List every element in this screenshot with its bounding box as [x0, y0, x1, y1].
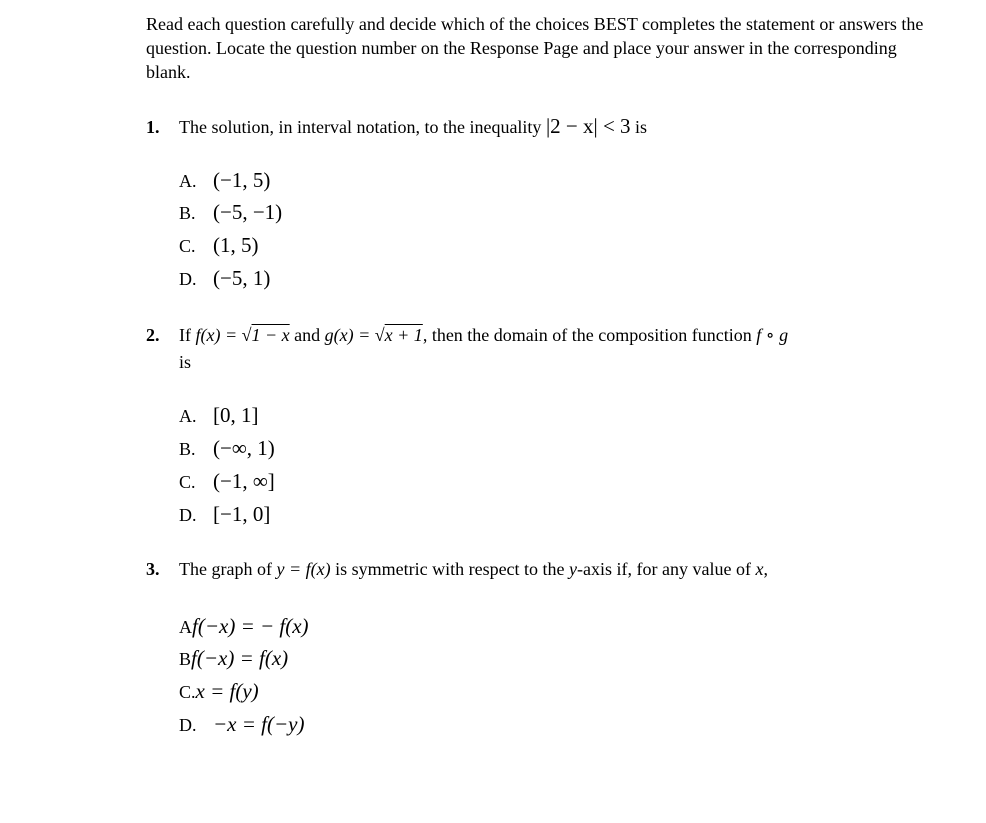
question-1 — [146, 114, 647, 139]
option-letter: B. — [179, 203, 196, 223]
function-g: g(x) = √ — [324, 325, 385, 345]
option-text: −x = f(−y) — [213, 712, 305, 736]
question-number: 2. — [146, 325, 160, 345]
option-a — [179, 614, 309, 639]
option-letter: D. — [179, 269, 197, 289]
option-c — [179, 233, 259, 258]
question-stem-continuation: is — [179, 352, 192, 372]
option-c — [179, 679, 259, 704]
question-number: 1. — [146, 117, 160, 137]
option-letter: B — [179, 649, 192, 669]
inequality: |2 − x| < 3 — [545, 114, 631, 138]
option-text: (1, 5) — [213, 233, 259, 257]
option-letter: C. — [179, 472, 196, 492]
option-text: [−1, 0] — [213, 502, 271, 526]
option-d — [179, 712, 304, 737]
option-text: [0, 1] — [213, 403, 259, 427]
function-f-radicand: 1 − x — [251, 325, 290, 345]
option-text: (−1, 5) — [213, 168, 271, 192]
option-b — [179, 200, 282, 225]
question-stem: -axis if, for any value of — [577, 559, 756, 579]
question-3 — [146, 559, 768, 580]
question-stem: The solution, in interval notation, to the inequality — [179, 117, 546, 137]
option-letter: B. — [179, 439, 196, 459]
option-text: f(−x) = − f(x) — [192, 614, 309, 638]
question-number: 3. — [146, 559, 160, 579]
option-text: (−5, −1) — [213, 200, 283, 224]
instructions: Read each question carefully and decide which of the choices BEST completes the statement or answers the question. Locate the question number on the Response Page and place your answer in the corresponding blank. — [146, 14, 924, 82]
option-a — [179, 403, 259, 428]
option-c — [179, 469, 275, 494]
option-a — [179, 168, 270, 193]
option-b — [179, 436, 275, 461]
option-d — [179, 502, 270, 527]
equation: y = f(x) — [276, 559, 331, 579]
question-stem: is symmetric with respect to the — [330, 559, 570, 579]
option-text: x = f(y) — [195, 679, 259, 703]
variable-x: x — [755, 559, 764, 579]
option-text: f(−x) = f(x) — [191, 646, 289, 670]
option-text: (−5, 1) — [213, 266, 271, 290]
question-stem-end: is — [630, 117, 648, 137]
question-stem: The graph of — [179, 559, 277, 579]
option-text: (−∞, 1) — [213, 436, 275, 460]
axis-variable: y — [569, 559, 578, 579]
option-letter: C. — [179, 682, 196, 702]
question-2 — [146, 325, 788, 346]
option-text: (−1, ∞] — [213, 469, 275, 493]
function-g-radicand: x + 1 — [384, 325, 423, 345]
question-stem: and — [289, 325, 325, 345]
question-stem: , then the domain of the composition function — [422, 325, 757, 345]
option-letter: A. — [179, 171, 197, 191]
option-letter: D. — [179, 715, 197, 735]
function-f: f(x) = √ — [195, 325, 252, 345]
option-letter: C. — [179, 236, 196, 256]
option-b — [179, 646, 288, 671]
question-stem: If — [179, 325, 196, 345]
option-letter: A — [179, 617, 192, 637]
option-letter: D. — [179, 505, 197, 525]
composition: f ∘ g — [756, 325, 789, 345]
option-d — [179, 266, 270, 291]
option-letter: A. — [179, 406, 197, 426]
question-stem-end: , — [763, 559, 768, 579]
